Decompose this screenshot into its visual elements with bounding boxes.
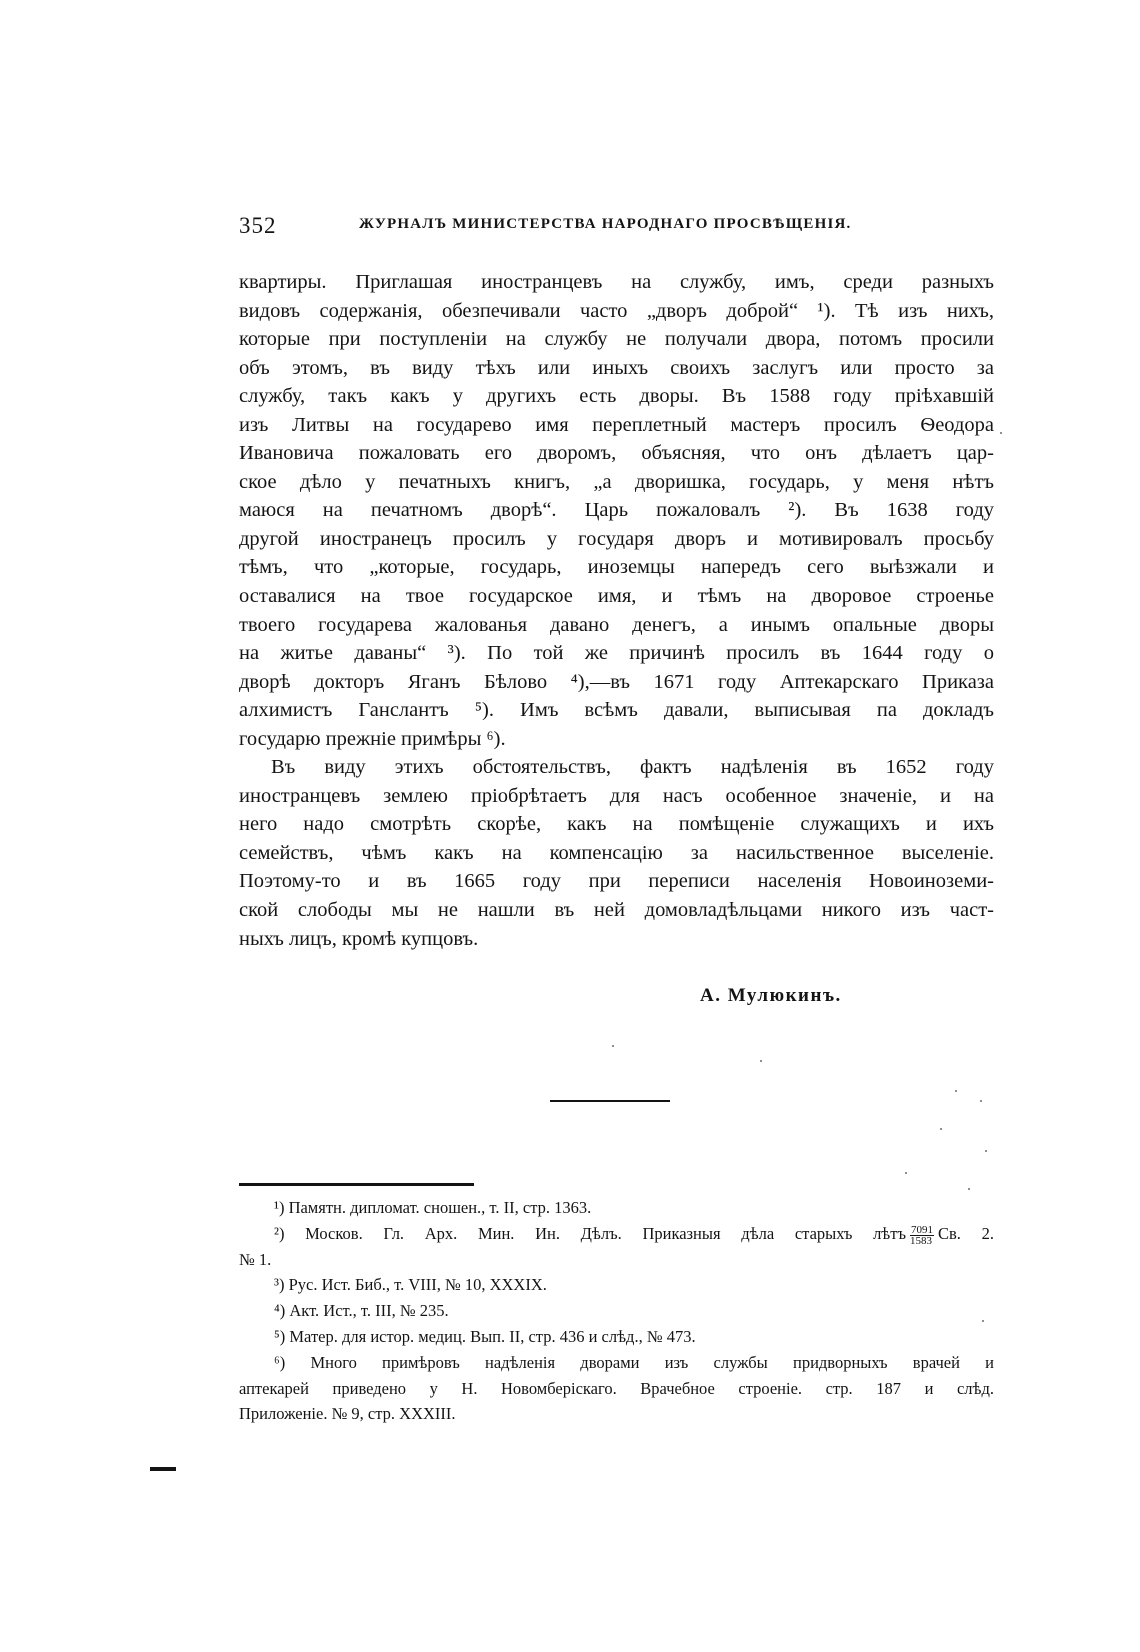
speck: [1000, 432, 1002, 434]
speck: [968, 1188, 970, 1190]
speck: [985, 1150, 987, 1152]
footnote-3: ³) Рус. Ист. Биб., т. VIII, № 10, XXXIX.: [274, 1275, 547, 1295]
text-line: государю прежніе примѣры ⁶).: [239, 727, 506, 750]
text-line: другой иностранецъ просилъ у государя дворъ и мотивировалъ просьбу: [239, 527, 994, 550]
text-line: алхимистъ Ганслантъ ⁵). Имъ всѣмъ давали, выписывая па докладъ: [239, 699, 994, 722]
footnote-4: ⁴) Акт. Ист., т. III, № 235.: [274, 1301, 449, 1321]
text-line: дворѣ докторъ Яганъ Бѣлово ⁴),—въ 1671 году Аптекарскаго Приказа: [239, 670, 994, 693]
footnote-6: ⁶) Много примѣровъ надѣленія дворами изъ службы придворныхъ врачей и: [274, 1352, 994, 1372]
text-line: ныхъ лицъ, кромѣ купцовъ.: [239, 927, 479, 950]
text-line: объ этомъ, въ виду тѣхъ или иныхъ своихъ заслугъ или просто за: [239, 356, 994, 379]
text-line: службу, такъ какъ у другихъ есть дворы. Въ 1588 году пріѣхавшій: [239, 385, 994, 408]
speck: [612, 1045, 614, 1047]
text-line: Поэтому-то и въ 1665 году при переписи населенія Новоиноземи-: [239, 870, 994, 893]
speck: [760, 1060, 762, 1062]
footnote-1: ¹) Памятн. дипломат. сношен., т. II, стр. 1363.: [274, 1198, 592, 1217]
fraction-numerator: 7091: [911, 1223, 934, 1236]
footnote-2-continuation: № 1.: [239, 1249, 272, 1269]
text-line: ской слободы мы не нашли въ ней домовладѣльцами никого изъ част-: [239, 899, 994, 922]
text-line: оставалися на твое государское имя, и тѣмъ на дворовое строенье: [239, 585, 994, 608]
text-line: квартиры. Приглашая иностранцевъ на службу, имъ, среди разныхъ: [239, 271, 994, 293]
paragraph-start-line: Въ виду этихъ обстоятельствъ, фактъ надѣленія въ 1652 году: [271, 756, 994, 779]
speck: [982, 1320, 984, 1322]
footnote-6-end: Приложеніе. № 9, стр. XXXIII.: [239, 1404, 456, 1424]
text-line: иностранцевъ землею пріобрѣтаетъ для насъ особенное значеніе, и на: [239, 784, 994, 807]
speck: [905, 1172, 907, 1174]
footnote-2-text: ²) Москов. Гл. Арх. Мин. Ин. Дѣлъ. Приказныя дѣла старыхъ лѣтъ: [274, 1223, 907, 1243]
text-line: ское дѣло у печатныхъ книгъ, „а дворишка, государь, у меня нѣтъ: [239, 470, 994, 493]
speck: [940, 1128, 942, 1130]
speck: [955, 1090, 957, 1092]
page-number: 352: [239, 213, 277, 238]
fraction-denominator: 1583: [910, 1234, 933, 1247]
text-line: маюся на печатномъ дворѣ“. Царь пожаловалъ ²). Въ 1638 году: [239, 499, 994, 522]
text-line: на житье даваны“ ³). По той же причинѣ просилъ въ 1644 году о: [239, 642, 994, 665]
text-line: которые при поступленіи на службу не получали двора, потомъ просили: [239, 328, 994, 351]
text-line: твоего государева жалованья давано денегъ, а инымъ опальные дворы: [239, 613, 994, 636]
text-line: него надо смотрѣть скорѣе, какъ на помѣщеніе служащихъ и ихъ: [239, 813, 994, 836]
footnote-6-continuation: аптекарей приведено у Н. Новомберіскаго. Врачебное строеніе. стр. 187 и слѣд.: [239, 1378, 994, 1398]
text-line: Ивановича пожаловать его дворомъ, объясняя, что онъ дѣлаетъ цар-: [239, 442, 994, 465]
text-line: семействъ, чѣмъ какъ на компенсацію за насильственное выселеніе.: [239, 841, 994, 864]
footnote-2-tail: Св. 2.: [938, 1223, 994, 1243]
running-title: ЖУРНАЛЪ МИНИСТЕРСТВА НАРОДНАГО ПРОСВѢЩЕНІЯ.: [359, 216, 852, 232]
footnote-5: ⁵) Матер. для истор. медиц. Вып. II, стр. 436 и слѣд., № 473.: [274, 1326, 696, 1346]
speck: [980, 1100, 982, 1102]
text-line: видовъ содержанія, обезпечивали часто „дворъ доброй“ ¹). Тѣ изъ нихъ,: [239, 299, 994, 322]
text-line: изъ Литвы на государево имя переплетный мастеръ просилъ Ѳеодора: [239, 413, 994, 436]
author-signature: А. Мулюкинъ.: [700, 985, 842, 1006]
text-line: тѣмъ, что „которые, государь, иноземцы напередъ сего выѣзжали и: [239, 556, 994, 579]
